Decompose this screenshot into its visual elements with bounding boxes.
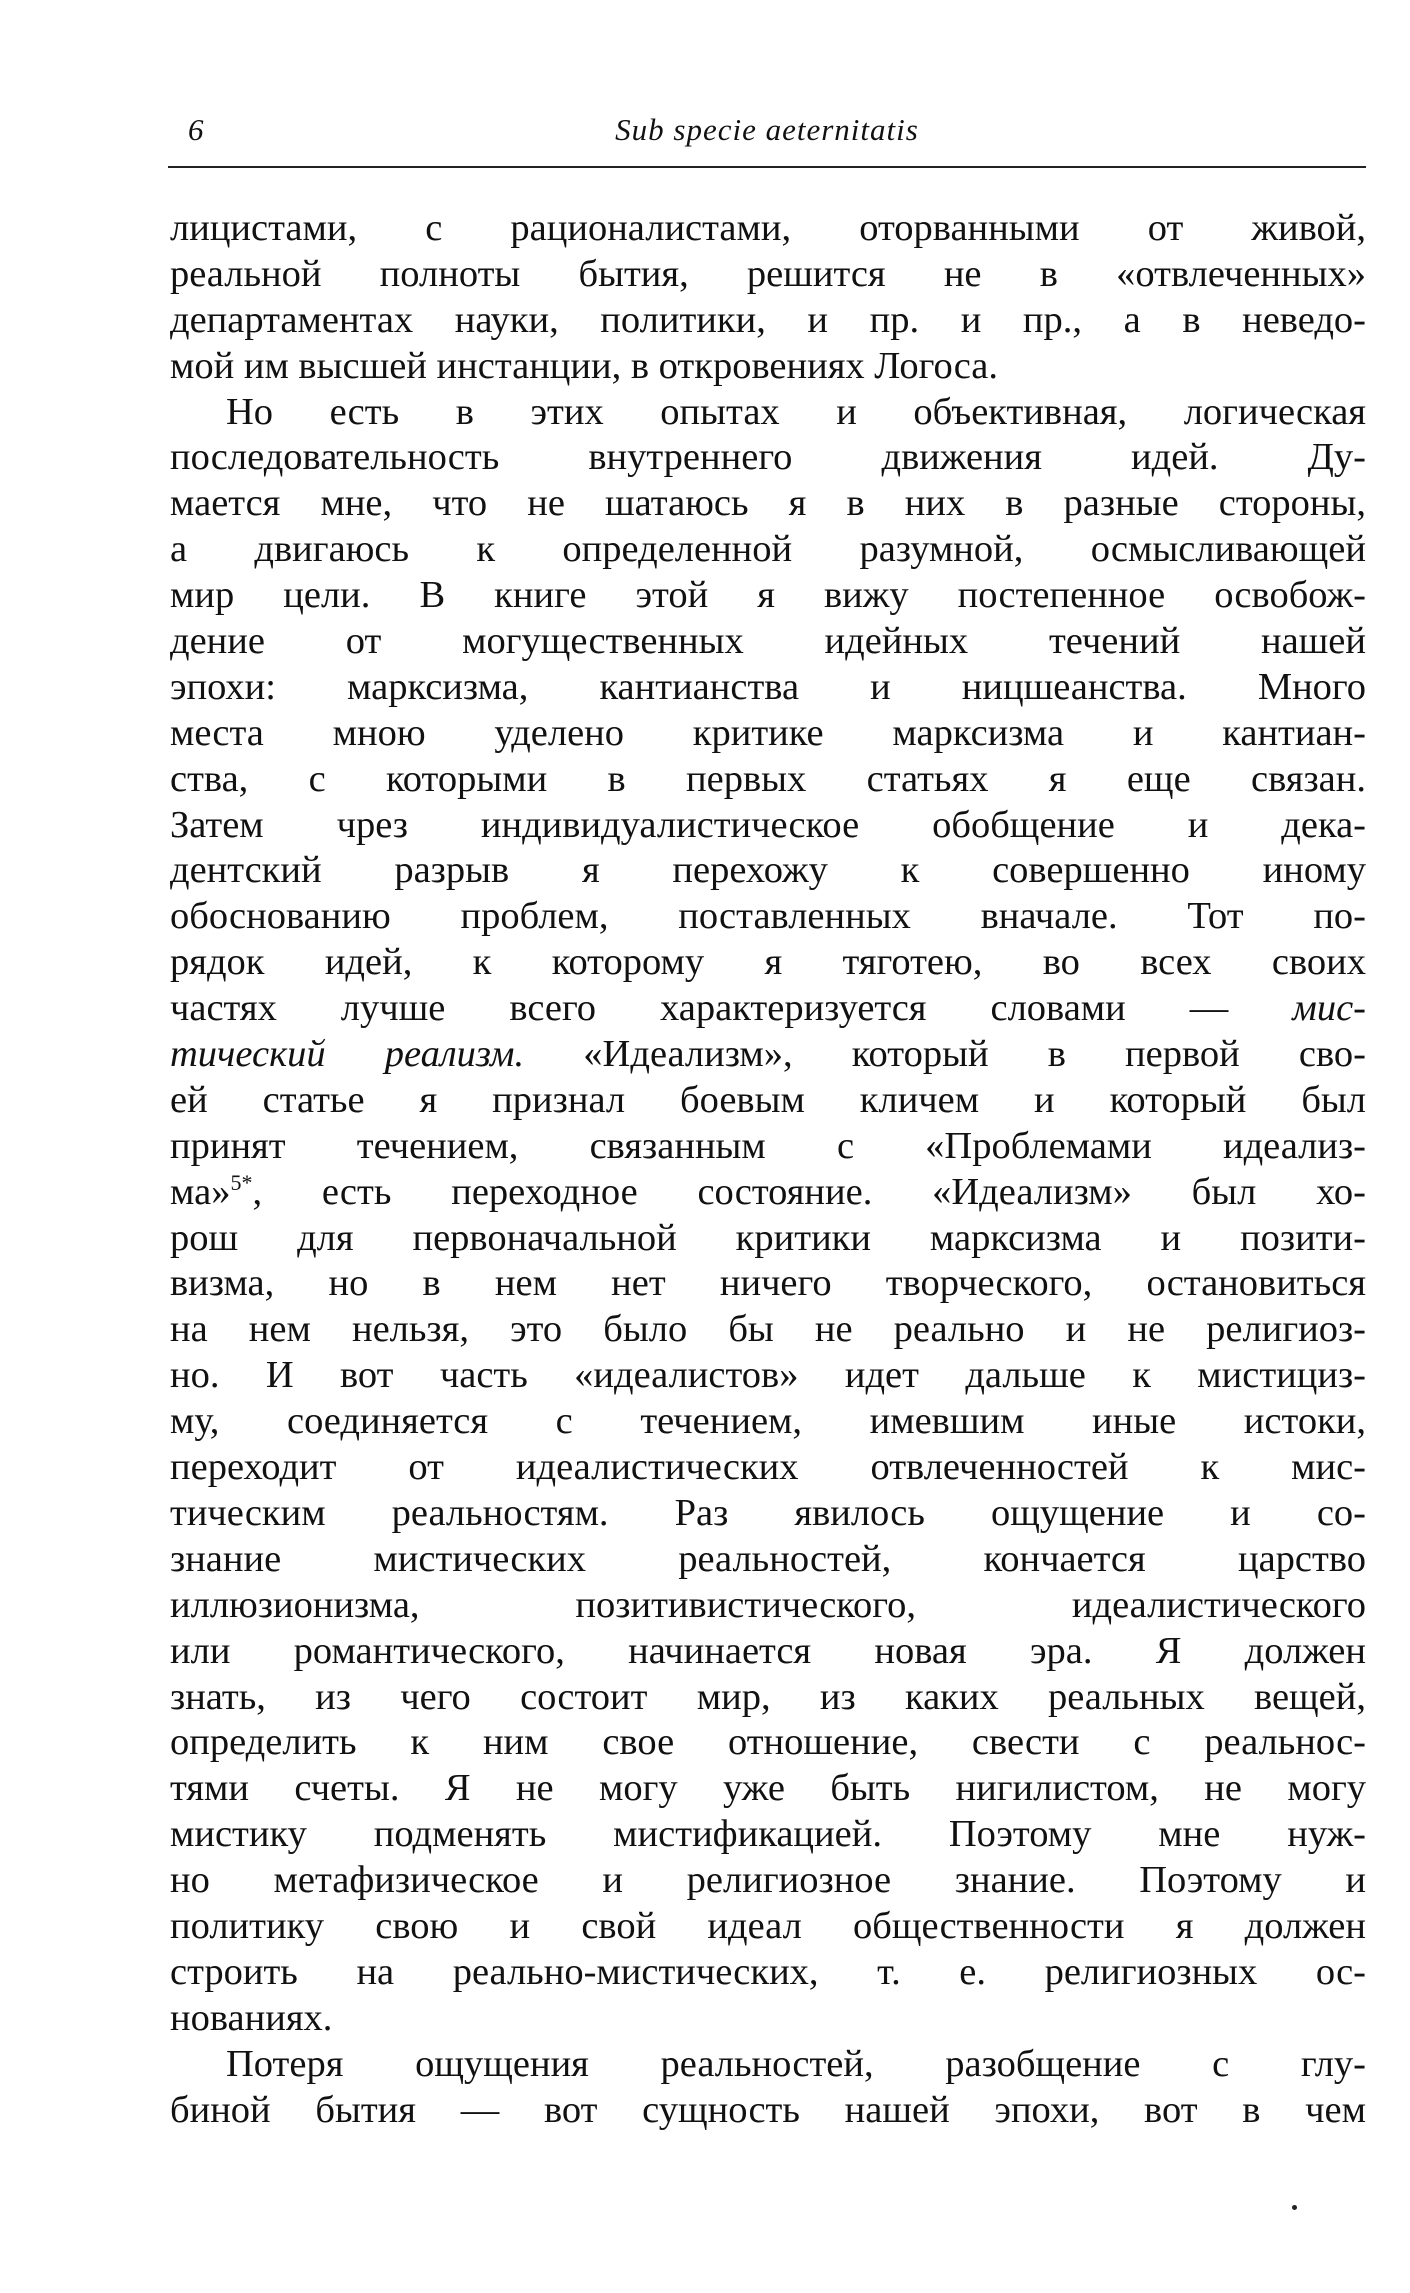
text-line: обоснованию проблем, поставленных вначале. Тот по- <box>170 895 1366 938</box>
text-line <box>170 1170 1366 1216</box>
emphasis-text: мис- <box>1292 987 1366 1030</box>
text-line: а двигаюсь к определенной разумной, осмысливающей <box>170 528 1366 571</box>
text-line: переходит от идеалистических отвлеченностей к мис- <box>170 1446 1366 1489</box>
text-line: знать, из чего состоит мир, из каких реальных вещей, <box>170 1675 1366 1718</box>
text-line: иллюзионизма, позитивистического, идеалистического <box>170 1583 1366 1626</box>
text-line: на нем нельзя, это было бы не реально и не религиоз- <box>170 1308 1366 1351</box>
text-line: Потеря ощущения реальностей, разобщение с глу- <box>226 2042 1366 2085</box>
text-line: лицистами, с рационалистами, оторванными от живой, <box>170 207 1366 249</box>
text-segment: ма» <box>170 1170 231 1213</box>
text-line: Затем чрез индивидуалистическое обобщение и дека- <box>170 803 1366 846</box>
page-number: 6 <box>188 112 204 147</box>
text-line: определить к ним свое отношение, свести с реальнос- <box>170 1721 1366 1764</box>
text-line: но. И вот часть «идеалистов» идет дальше к мистициз- <box>170 1354 1366 1397</box>
text-line: мистику подменять мистификацией. Поэтому мне нуж- <box>170 1813 1366 1856</box>
running-title: Sub specie aeternitatis <box>615 112 919 147</box>
text-segment: «Идеализм», который в первой сво- <box>583 1033 1366 1076</box>
text-line: строить на реально-мистических, т. е. религиозных ос- <box>170 1950 1366 1993</box>
text-line: департаментах науки, политики, и пр. и пр., а в неведо- <box>170 298 1366 341</box>
text-line: принят течением, связанным с «Проблемами идеализ- <box>170 1124 1366 1167</box>
text-line: тями счеты. Я не могу уже быть нигилистом, не могу <box>170 1767 1366 1810</box>
text-line: биной бытия — вот сущность нашей эпохи, вот в чем <box>170 2088 1366 2131</box>
text-line: ей статье я признал боевым кличем и который был <box>170 1078 1366 1121</box>
text-line <box>170 986 1366 1032</box>
text-line: Но есть в этих опытах и объективная, логическая <box>226 390 1366 433</box>
text-line: тическим реальностям. Раз явилось ощущение и со- <box>170 1491 1366 1534</box>
text-segment: частях лучше всего характеризуется словами — <box>170 987 1229 1030</box>
text-line: мой им высшей инстанции, в откровениях Логоса. <box>170 344 998 387</box>
print-speck <box>1292 2205 1297 2210</box>
text-line: места мною уделено критике марксизма и кантиан- <box>170 711 1366 754</box>
text-segment: , есть переходное состояние. «Идеализм» был хо- <box>252 1170 1366 1213</box>
text-line: эпохи: марксизма, кантианства и ницшеанства. Много <box>170 665 1366 708</box>
text-line: рош для первоначальной критики марксизма и позити- <box>170 1216 1366 1259</box>
body-text <box>170 206 1366 2133</box>
text-line: рядок идей, к которому я тяготею, во всех своих <box>170 941 1366 984</box>
text-line: мир цели. В книге этой я вижу постепенное освобож- <box>170 574 1366 617</box>
text-line: дентский разрыв я перехожу к совершенно иному <box>170 849 1366 892</box>
text-line <box>170 1032 1366 1078</box>
text-line: последовательность внутреннего движения идей. Ду- <box>170 436 1366 479</box>
text-line: но метафизическое и религиозное знание. Поэтому и <box>170 1859 1366 1902</box>
emphasis-text: тический реализм. <box>170 1033 525 1076</box>
text-line: нованиях. <box>170 1996 333 2039</box>
text-line: му, соединяется с течением, имевшим иные истоки, <box>170 1400 1366 1443</box>
text-line: ства, с которыми в первых статьях я еще связан. <box>170 757 1366 800</box>
text-line: дение от могущественных идейных течений нашей <box>170 620 1366 663</box>
text-line: знание мистических реальностей, кончается царство <box>170 1537 1366 1580</box>
text-line: визма, но в нем нет ничего творческого, остановиться <box>170 1262 1366 1305</box>
page-header <box>168 108 1366 168</box>
text-line: или романтического, начинается новая эра. Я должен <box>170 1629 1366 1672</box>
footnote-marker: 5* <box>230 1169 253 1195</box>
text-line: политику свою и свой идеал общественности я должен <box>170 1904 1366 1947</box>
text-line: реальной полноты бытия, решится не в «отвлеченных» <box>170 252 1366 295</box>
header-rule <box>168 166 1366 168</box>
text-line: мается мне, что не шатаюсь я в них в разные стороны, <box>170 482 1366 525</box>
